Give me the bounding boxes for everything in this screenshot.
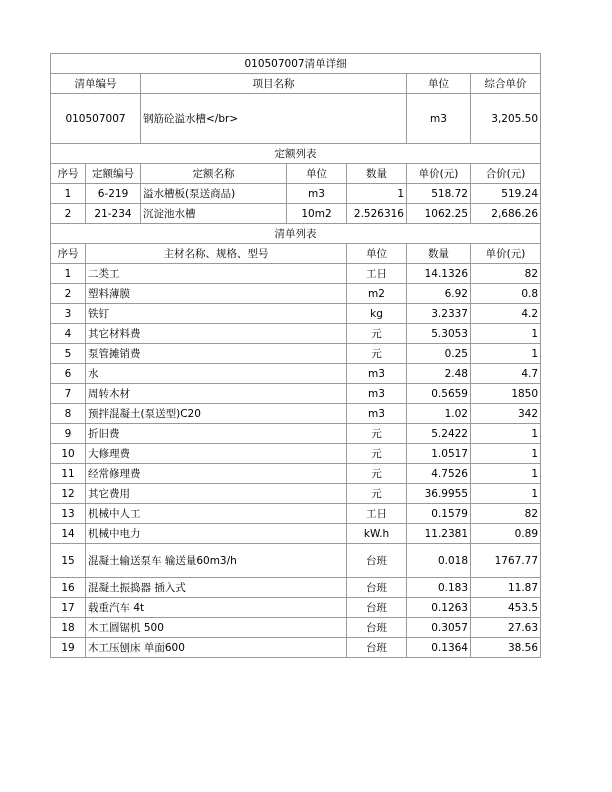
material-name: 折旧费 bbox=[86, 424, 347, 444]
material-qty: 11.2381 bbox=[407, 524, 471, 544]
material-qty: 0.1579 bbox=[407, 504, 471, 524]
material-qty: 6.92 bbox=[407, 284, 471, 304]
quota-rows bbox=[51, 184, 541, 224]
bill-detail-table bbox=[50, 53, 541, 658]
material-index: 19 bbox=[51, 638, 86, 658]
material-unit: kW.h bbox=[347, 524, 407, 544]
material-index: 12 bbox=[51, 484, 86, 504]
material-unit: m2 bbox=[347, 284, 407, 304]
material-name: 二类工 bbox=[86, 264, 347, 284]
material-name: 机械中人工 bbox=[86, 504, 347, 524]
material-index: 18 bbox=[51, 618, 86, 638]
material-unit: m3 bbox=[347, 364, 407, 384]
material-index: 10 bbox=[51, 444, 86, 464]
material-unit-price: 1 bbox=[471, 424, 541, 444]
quota-code: 21-234 bbox=[86, 204, 141, 224]
material-unit-price: 0.8 bbox=[471, 284, 541, 304]
material-qty: 14.1326 bbox=[407, 264, 471, 284]
quota-index: 2 bbox=[51, 204, 86, 224]
material-unit-price: 38.56 bbox=[471, 638, 541, 658]
material-row bbox=[51, 404, 541, 424]
quota-name: 沉淀池水槽 bbox=[141, 204, 287, 224]
quota-total: 519.24 bbox=[471, 184, 541, 204]
material-qty: 0.25 bbox=[407, 344, 471, 364]
material-index: 14 bbox=[51, 524, 86, 544]
item-unit: m3 bbox=[407, 94, 471, 144]
item-row bbox=[51, 94, 541, 144]
material-index: 8 bbox=[51, 404, 86, 424]
material-index: 4 bbox=[51, 324, 86, 344]
material-unit: m3 bbox=[347, 404, 407, 424]
material-unit-price: 4.7 bbox=[471, 364, 541, 384]
material-unit: 元 bbox=[347, 344, 407, 364]
material-unit: 台班 bbox=[347, 598, 407, 618]
material-qty: 0.1263 bbox=[407, 598, 471, 618]
material-unit: 元 bbox=[347, 424, 407, 444]
quota-name: 溢水槽板(泵送商品) bbox=[141, 184, 287, 204]
material-row bbox=[51, 284, 541, 304]
material-row bbox=[51, 304, 541, 324]
material-row bbox=[51, 424, 541, 444]
price-header: 综合单价 bbox=[471, 74, 541, 94]
material-unit-price: 4.2 bbox=[471, 304, 541, 324]
material-index: 6 bbox=[51, 364, 86, 384]
material-qty: 36.9955 bbox=[407, 484, 471, 504]
material-name: 水 bbox=[86, 364, 347, 384]
item-price: 3,205.50 bbox=[471, 94, 541, 144]
quota-col-header: 定额名称 bbox=[141, 164, 287, 184]
materials-rows bbox=[51, 264, 541, 658]
quota-total: 2,686.26 bbox=[471, 204, 541, 224]
quota-col-header: 单价(元) bbox=[407, 164, 471, 184]
material-row bbox=[51, 384, 541, 404]
quota-qty: 2.526316 bbox=[347, 204, 407, 224]
quota-index: 1 bbox=[51, 184, 86, 204]
material-row bbox=[51, 344, 541, 364]
quota-unit: m3 bbox=[287, 184, 347, 204]
item-code: 010507007 bbox=[51, 94, 141, 144]
material-unit-price: 1850 bbox=[471, 384, 541, 404]
materials-col-header: 数量 bbox=[407, 244, 471, 264]
material-unit: 元 bbox=[347, 484, 407, 504]
material-row bbox=[51, 484, 541, 504]
quota-col-header: 数量 bbox=[347, 164, 407, 184]
material-row bbox=[51, 364, 541, 384]
material-index: 15 bbox=[51, 544, 86, 578]
material-unit-price: 0.89 bbox=[471, 524, 541, 544]
unit-header: 单位 bbox=[407, 74, 471, 94]
material-unit: 台班 bbox=[347, 618, 407, 638]
material-unit: kg bbox=[347, 304, 407, 324]
material-index: 16 bbox=[51, 578, 86, 598]
material-qty: 0.183 bbox=[407, 578, 471, 598]
material-name: 周转木材 bbox=[86, 384, 347, 404]
item-header-row bbox=[51, 74, 541, 94]
item-name: 钢筋砼溢水槽</br> bbox=[141, 94, 407, 144]
material-name: 铁钉 bbox=[86, 304, 347, 324]
material-qty: 2.48 bbox=[407, 364, 471, 384]
material-unit: 工日 bbox=[347, 264, 407, 284]
material-row bbox=[51, 324, 541, 344]
material-row bbox=[51, 578, 541, 598]
material-row bbox=[51, 638, 541, 658]
material-unit-price: 1 bbox=[471, 444, 541, 464]
materials-col-header: 主材名称、规格、型号 bbox=[86, 244, 347, 264]
material-unit-price: 82 bbox=[471, 504, 541, 524]
material-unit-price: 342 bbox=[471, 404, 541, 424]
material-name: 其它费用 bbox=[86, 484, 347, 504]
material-unit: 元 bbox=[347, 444, 407, 464]
material-row bbox=[51, 504, 541, 524]
material-unit-price: 1 bbox=[471, 344, 541, 364]
materials-header-row bbox=[51, 244, 541, 264]
material-qty: 3.2337 bbox=[407, 304, 471, 324]
material-unit-price: 1 bbox=[471, 484, 541, 504]
material-row bbox=[51, 464, 541, 484]
quota-unit-price: 1062.25 bbox=[407, 204, 471, 224]
material-unit: 元 bbox=[347, 464, 407, 484]
materials-col-header: 序号 bbox=[51, 244, 86, 264]
material-row bbox=[51, 544, 541, 578]
quota-col-header: 合价(元) bbox=[471, 164, 541, 184]
material-name: 其它材料费 bbox=[86, 324, 347, 344]
material-name: 混凝土输送泵车 输送量60m3/h bbox=[86, 544, 347, 578]
material-unit: m3 bbox=[347, 384, 407, 404]
material-unit-price: 453.5 bbox=[471, 598, 541, 618]
quota-unit-price: 518.72 bbox=[407, 184, 471, 204]
material-qty: 0.3057 bbox=[407, 618, 471, 638]
material-row bbox=[51, 524, 541, 544]
material-qty: 1.02 bbox=[407, 404, 471, 424]
materials-section-title: 清单列表 bbox=[51, 224, 541, 244]
material-index: 17 bbox=[51, 598, 86, 618]
name-header: 项目名称 bbox=[141, 74, 407, 94]
material-qty: 0.018 bbox=[407, 544, 471, 578]
materials-col-header: 单价(元) bbox=[471, 244, 541, 264]
table-title: 010507007清单详细 bbox=[51, 54, 541, 74]
material-unit: 台班 bbox=[347, 578, 407, 598]
material-unit-price: 27.63 bbox=[471, 618, 541, 638]
material-index: 3 bbox=[51, 304, 86, 324]
quota-col-header: 单位 bbox=[287, 164, 347, 184]
material-name: 预拌混凝土(泵送型)C20 bbox=[86, 404, 347, 424]
quota-qty: 1 bbox=[347, 184, 407, 204]
material-unit: 台班 bbox=[347, 544, 407, 578]
material-row bbox=[51, 618, 541, 638]
material-qty: 0.5659 bbox=[407, 384, 471, 404]
material-name: 木工压刨床 单面600 bbox=[86, 638, 347, 658]
material-qty: 0.1364 bbox=[407, 638, 471, 658]
material-qty: 5.3053 bbox=[407, 324, 471, 344]
material-row bbox=[51, 264, 541, 284]
material-name: 经常修理费 bbox=[86, 464, 347, 484]
material-index: 13 bbox=[51, 504, 86, 524]
material-name: 塑料薄膜 bbox=[86, 284, 347, 304]
material-name: 泵管摊销费 bbox=[86, 344, 347, 364]
material-unit: 元 bbox=[347, 324, 407, 344]
quota-col-header: 序号 bbox=[51, 164, 86, 184]
material-index: 2 bbox=[51, 284, 86, 304]
material-row bbox=[51, 598, 541, 618]
material-unit-price: 1767.77 bbox=[471, 544, 541, 578]
quota-unit: 10m2 bbox=[287, 204, 347, 224]
quota-row bbox=[51, 204, 541, 224]
code-header: 清单编号 bbox=[51, 74, 141, 94]
material-index: 7 bbox=[51, 384, 86, 404]
quota-code: 6-219 bbox=[86, 184, 141, 204]
material-index: 5 bbox=[51, 344, 86, 364]
material-qty: 4.7526 bbox=[407, 464, 471, 484]
material-unit-price: 1 bbox=[471, 324, 541, 344]
material-name: 大修理费 bbox=[86, 444, 347, 464]
material-qty: 5.2422 bbox=[407, 424, 471, 444]
material-name: 混凝土振捣器 插入式 bbox=[86, 578, 347, 598]
material-name: 机械中电力 bbox=[86, 524, 347, 544]
material-unit: 台班 bbox=[347, 638, 407, 658]
material-unit-price: 1 bbox=[471, 464, 541, 484]
materials-col-header: 单位 bbox=[347, 244, 407, 264]
material-unit: 工日 bbox=[347, 504, 407, 524]
material-name: 木工圆锯机 500 bbox=[86, 618, 347, 638]
quota-col-header: 定额编号 bbox=[86, 164, 141, 184]
quota-section-title: 定额列表 bbox=[51, 144, 541, 164]
material-row bbox=[51, 444, 541, 464]
material-index: 9 bbox=[51, 424, 86, 444]
material-index: 11 bbox=[51, 464, 86, 484]
material-name: 载重汽车 4t bbox=[86, 598, 347, 618]
material-unit-price: 11.87 bbox=[471, 578, 541, 598]
quota-row bbox=[51, 184, 541, 204]
material-index: 1 bbox=[51, 264, 86, 284]
quota-header-row bbox=[51, 164, 541, 184]
material-unit-price: 82 bbox=[471, 264, 541, 284]
material-qty: 1.0517 bbox=[407, 444, 471, 464]
